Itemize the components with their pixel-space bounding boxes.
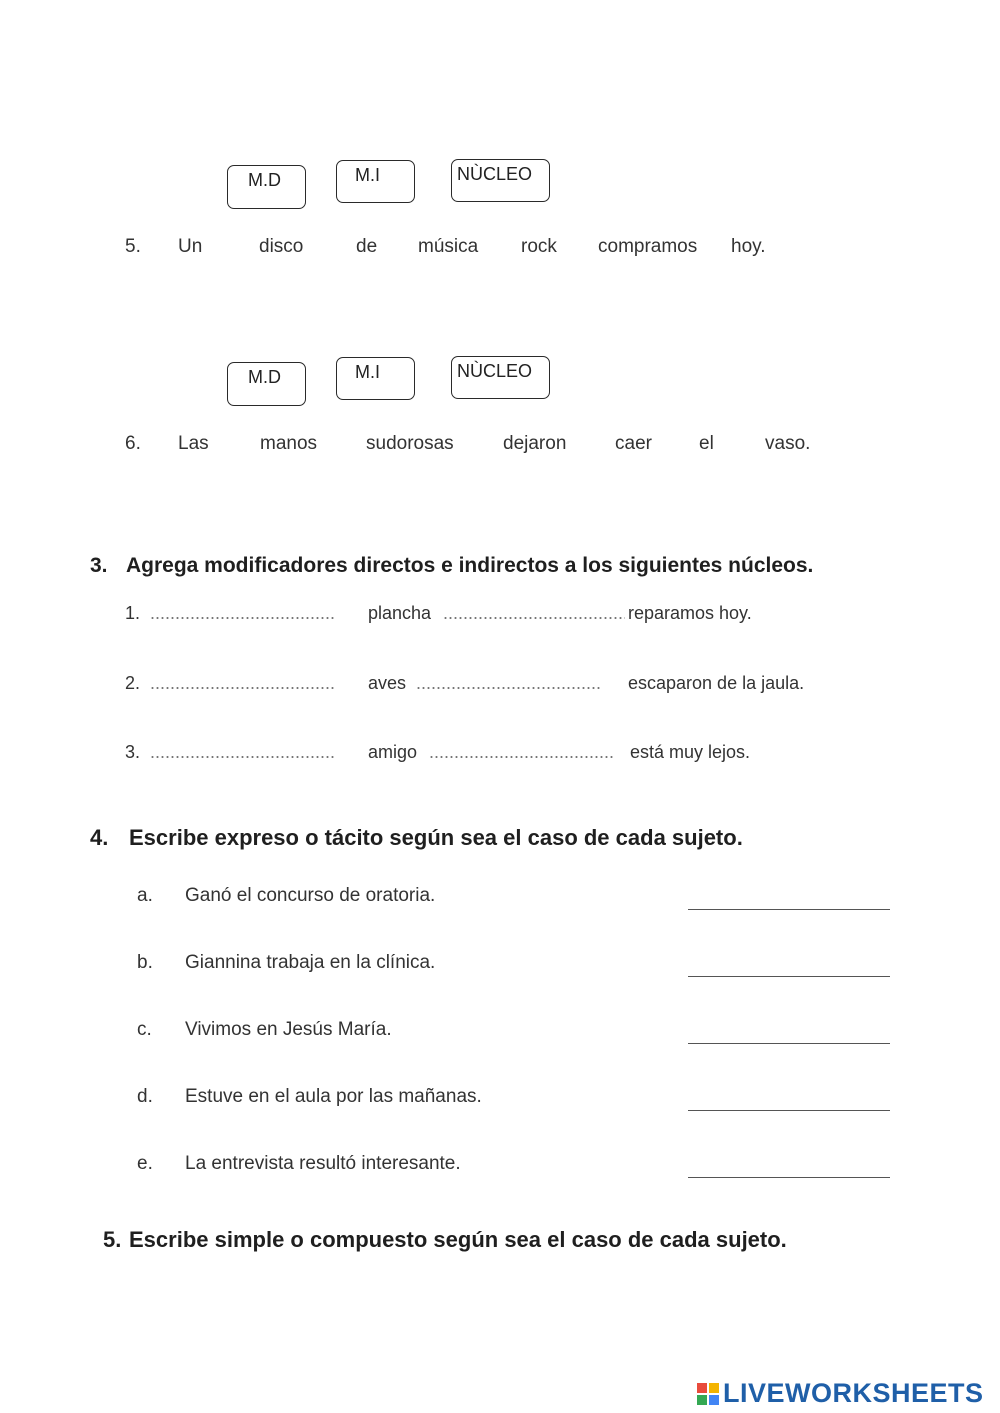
ex4-answer-c[interactable] [688, 1015, 890, 1044]
drop-box-md-row5[interactable] [227, 165, 306, 209]
drop-box-md-row6[interactable] [227, 362, 306, 406]
drop-box-label: M.I [355, 362, 380, 382]
ex3-item3-modifier-before[interactable] [150, 740, 364, 764]
ex4-item-text: Estuve en el aula por las mañanas. [185, 1086, 482, 1107]
drop-box-nucleo-row5[interactable] [451, 159, 550, 202]
ex3-item1-modifier-after[interactable] [443, 601, 625, 625]
ex3-item-rest: está muy lejos. [630, 742, 751, 762]
ex3-item-noun: plancha [368, 603, 432, 623]
exercise3-number: 3. [90, 554, 108, 577]
drop-box-label: NÙCLEO [457, 361, 533, 381]
exercise5-number: 5. [103, 1227, 122, 1252]
sentence-word: el [699, 433, 714, 454]
ex4-item-text: La entrevista resultó interesante. [185, 1153, 461, 1174]
drop-box-mi-row5[interactable] [336, 160, 415, 203]
sentence-word: rock [521, 236, 557, 257]
ex3-item-rest: reparamos hoy. [628, 603, 752, 623]
sentence-word: sudorosas [366, 433, 454, 454]
sentence-word: Las [178, 433, 209, 454]
drop-box-label: NÙCLEO [457, 164, 533, 184]
row-number: 5. [125, 236, 141, 257]
exercise4-title: Escribe expreso o tácito según sea el caso de cada sujeto. [129, 825, 743, 850]
sentence-word: Un [178, 236, 203, 257]
ex3-item-noun: amigo [368, 742, 418, 762]
sentence-word: disco [259, 236, 304, 257]
ex3-item1-modifier-before[interactable] [150, 601, 364, 625]
ex4-item-letter: c. [137, 1019, 152, 1040]
ex4-answer-d[interactable] [688, 1082, 890, 1111]
ex3-item2-modifier-after[interactable] [416, 671, 627, 695]
ex3-item-number: 1. [125, 603, 141, 623]
ex3-item3-modifier-after[interactable] [429, 740, 625, 764]
ex4-item-letter: a. [137, 885, 153, 906]
ex4-item-text: Giannina trabaja en la clínica. [185, 952, 436, 973]
ex3-item-number: 2. [125, 673, 141, 693]
sentence-word: compramos [598, 236, 698, 257]
drop-box-label: M.D [248, 367, 281, 387]
ex4-item-letter: e. [137, 1153, 153, 1174]
ex3-item-rest: escaparon de la jaula. [628, 673, 805, 693]
drop-box-mi-row6[interactable] [336, 357, 415, 400]
liveworksheets-logo[interactable] [697, 1378, 984, 1409]
sentence-word: hoy. [731, 236, 766, 257]
ex4-answer-b[interactable] [688, 948, 890, 977]
sentence-word: manos [260, 433, 318, 454]
drop-box-nucleo-row6[interactable] [451, 356, 550, 399]
sentence-word: música [418, 236, 479, 257]
exercise4-number: 4. [90, 825, 109, 850]
sentence-word: de [356, 236, 378, 257]
liveworksheets-logo-icon [697, 1383, 719, 1405]
ex3-item2-modifier-before[interactable] [150, 671, 364, 695]
ex4-item-letter: d. [137, 1086, 153, 1107]
sentence-word: caer [615, 433, 652, 454]
drop-box-label: M.D [248, 170, 281, 190]
ex4-item-text: Ganó el concurso de oratoria. [185, 885, 436, 906]
sentence-word: dejaron [503, 433, 567, 454]
exercise3-title: Agrega modificadores directos e indirectos a los siguientes núcleos. [126, 554, 814, 577]
ex4-answer-a[interactable] [688, 881, 890, 910]
sentence-word: vaso. [765, 433, 811, 454]
exercise5-title: Escribe simple o compuesto según sea el caso de cada sujeto. [129, 1227, 787, 1252]
ex3-item-number: 3. [125, 742, 141, 762]
ex4-item-text: Vivimos en Jesús María. [185, 1019, 392, 1040]
ex4-item-letter: b. [137, 952, 153, 973]
ex3-item-noun: aves [368, 673, 407, 693]
row-number: 6. [125, 433, 141, 454]
liveworksheets-logo-text: LIVEWORKSHEETS [723, 1378, 984, 1408]
ex4-answer-e[interactable] [688, 1149, 890, 1178]
drop-box-label: M.I [355, 165, 380, 185]
